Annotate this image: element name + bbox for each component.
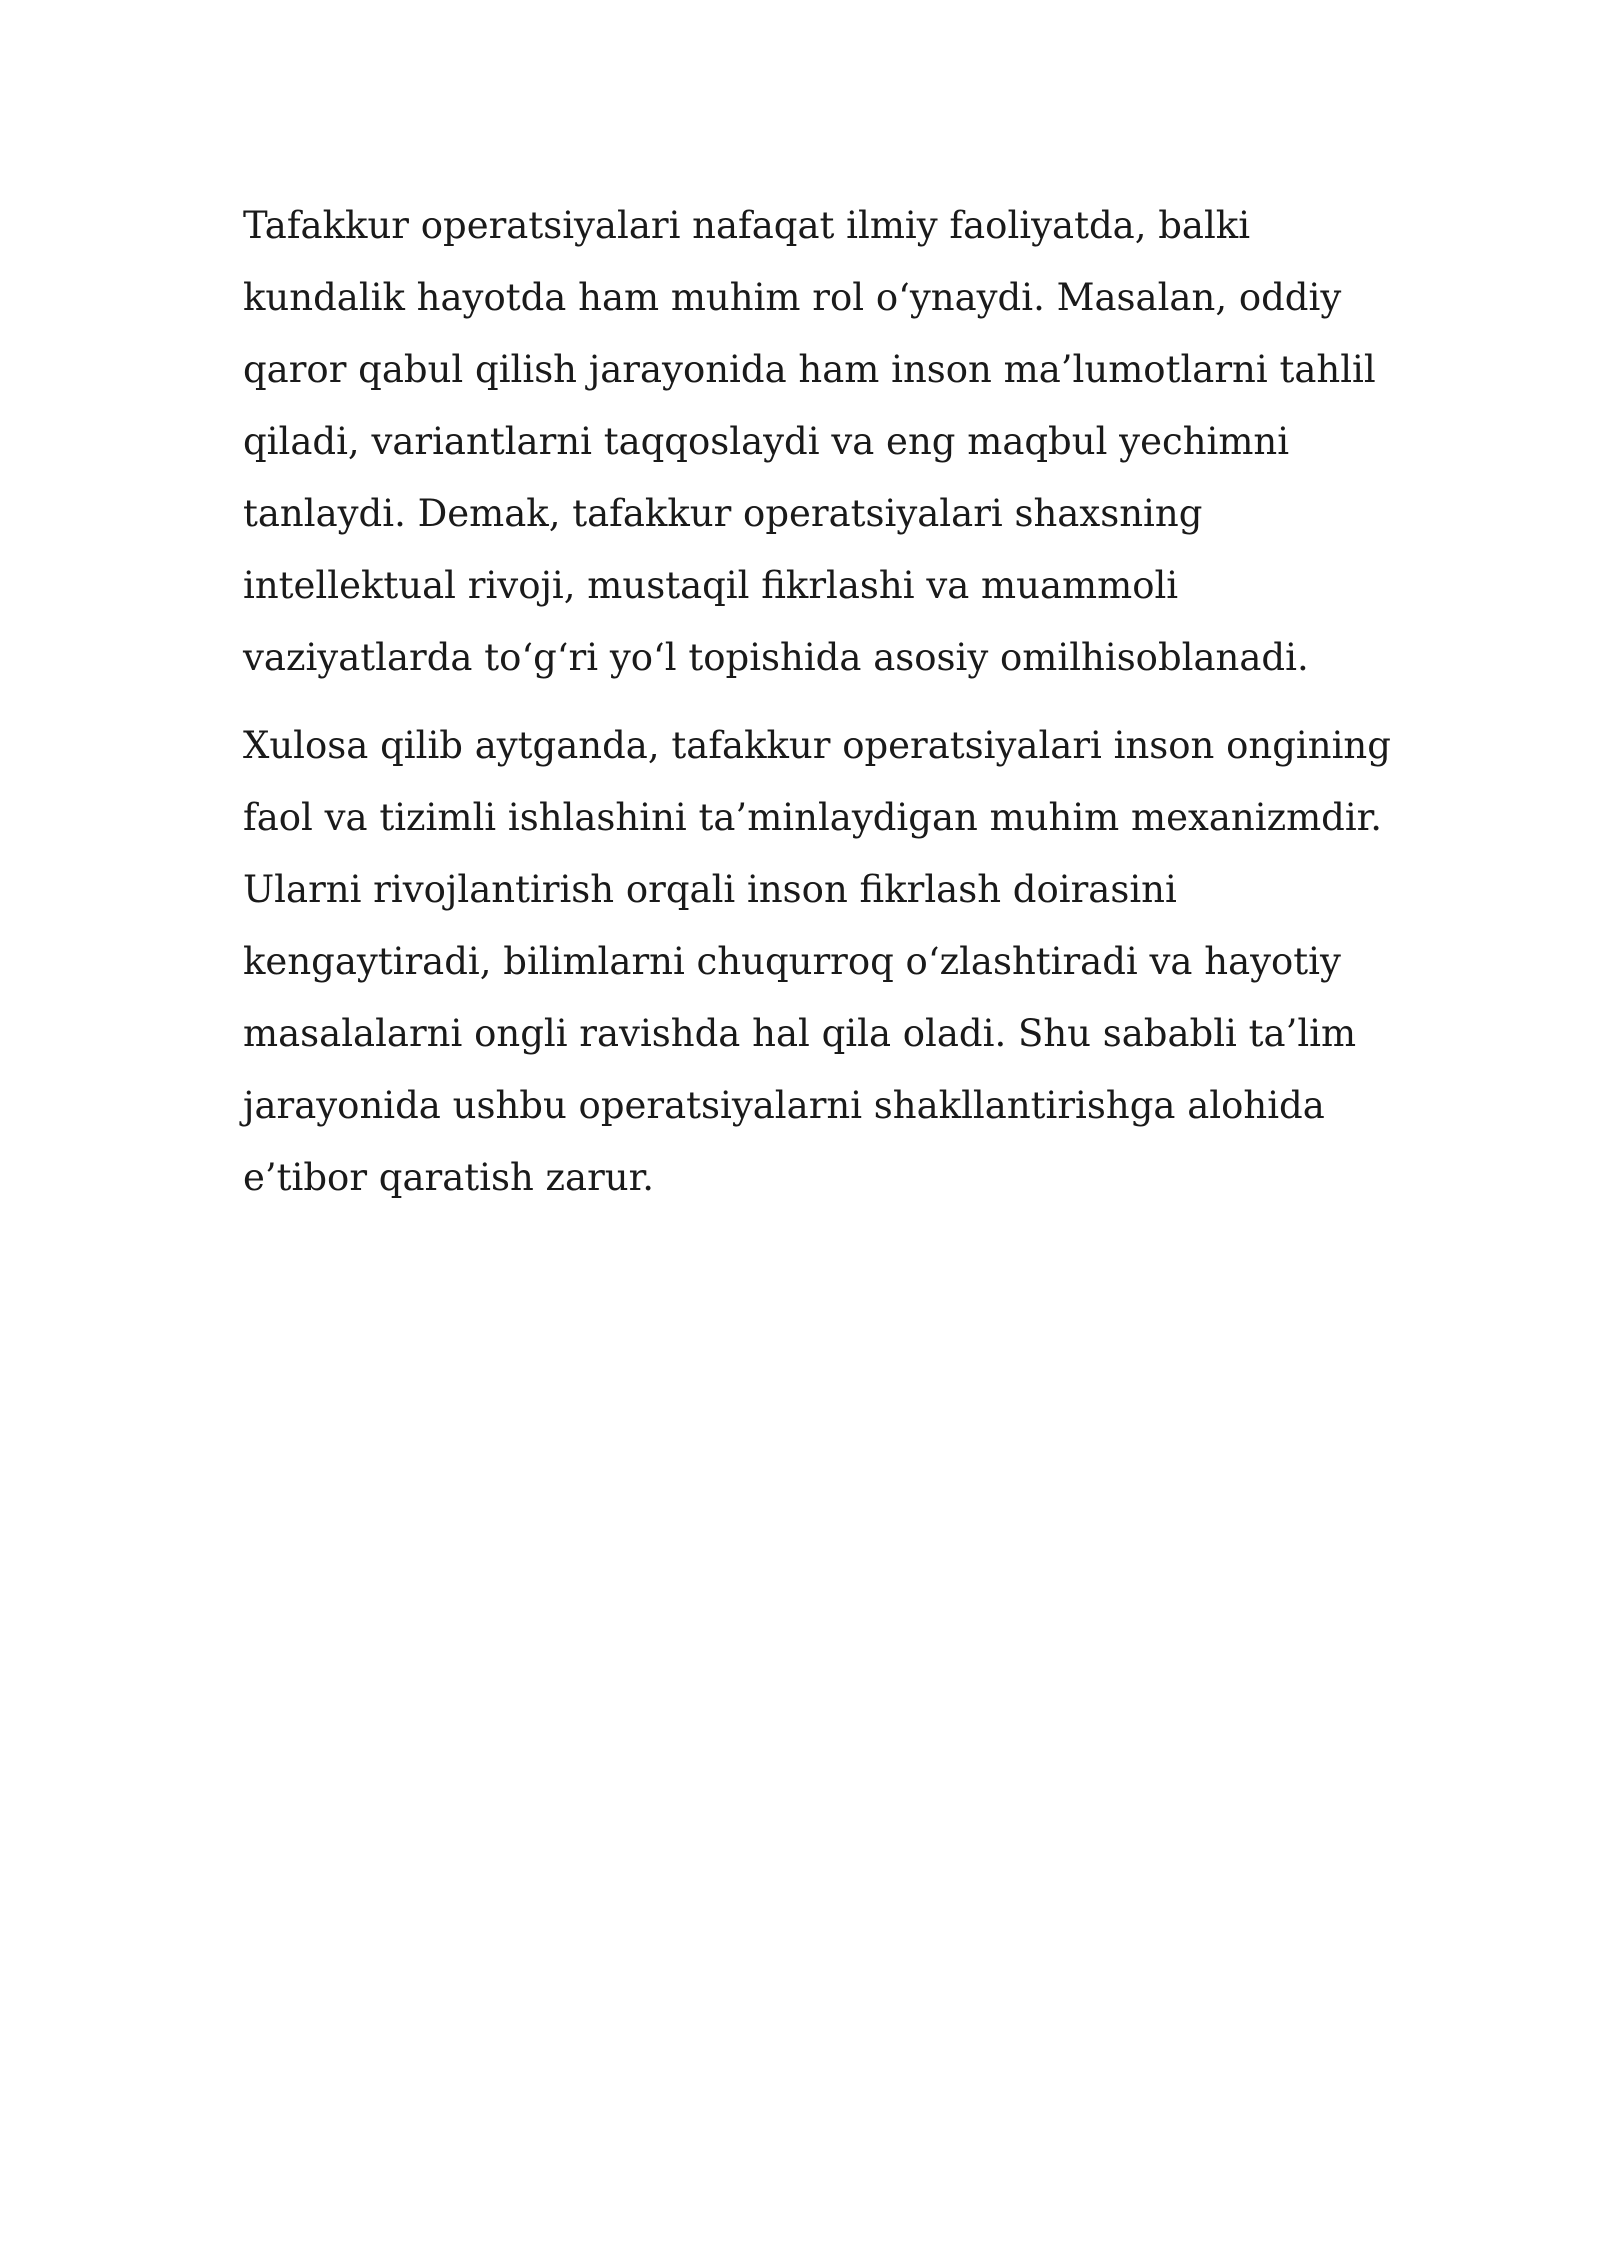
text-line: qaror qabul qilish jarayonida ham inson ma’lumotlarni tahlil [243, 348, 1376, 391]
paragraph-2 [243, 710, 1403, 1214]
document-body [243, 190, 1403, 1230]
text-line: Tafakkur operatsiyalari nafaqat ilmiy faoliyatda, balki [243, 204, 1251, 247]
paragraph-1 [243, 190, 1403, 694]
text-line: intellektual rivoji, mustaqil fikrlashi va muammoli [243, 564, 1179, 607]
text-line: jarayonida ushbu operatsiyalarni shakllantirishga alohida [243, 1084, 1325, 1127]
text-line: e’tibor qaratish zarur. [243, 1156, 654, 1199]
text-line: Ularni rivojlantirish orqali inson fikrlash doirasini [243, 868, 1177, 911]
text-line: masalalarni ongli ravishda hal qila oladi. Shu sababli ta’lim [243, 1012, 1357, 1055]
text-line: Xulosa qilib aytganda, tafakkur operatsiyalari inson ongining [243, 724, 1391, 767]
text-line: qiladi, variantlarni taqqoslaydi va eng maqbul yechimni [243, 420, 1290, 463]
text-line: tanlaydi. Demak, tafakkur operatsiyalari shaxsning [243, 492, 1203, 535]
text-line: faol va tizimli ishlashini ta’minlaydigan muhim mexanizmdir. [243, 796, 1383, 839]
text-line: kengaytiradi, bilimlarni chuqurroq o‘zlashtiradi va hayotiy [243, 940, 1341, 983]
text-line: kundalik hayotda ham muhim rol o‘ynaydi. Masalan, oddiy [243, 276, 1342, 319]
text-line: vaziyatlarda to‘g‘ri yo‘l topishida asosiy omilhisoblanadi. [243, 636, 1309, 679]
